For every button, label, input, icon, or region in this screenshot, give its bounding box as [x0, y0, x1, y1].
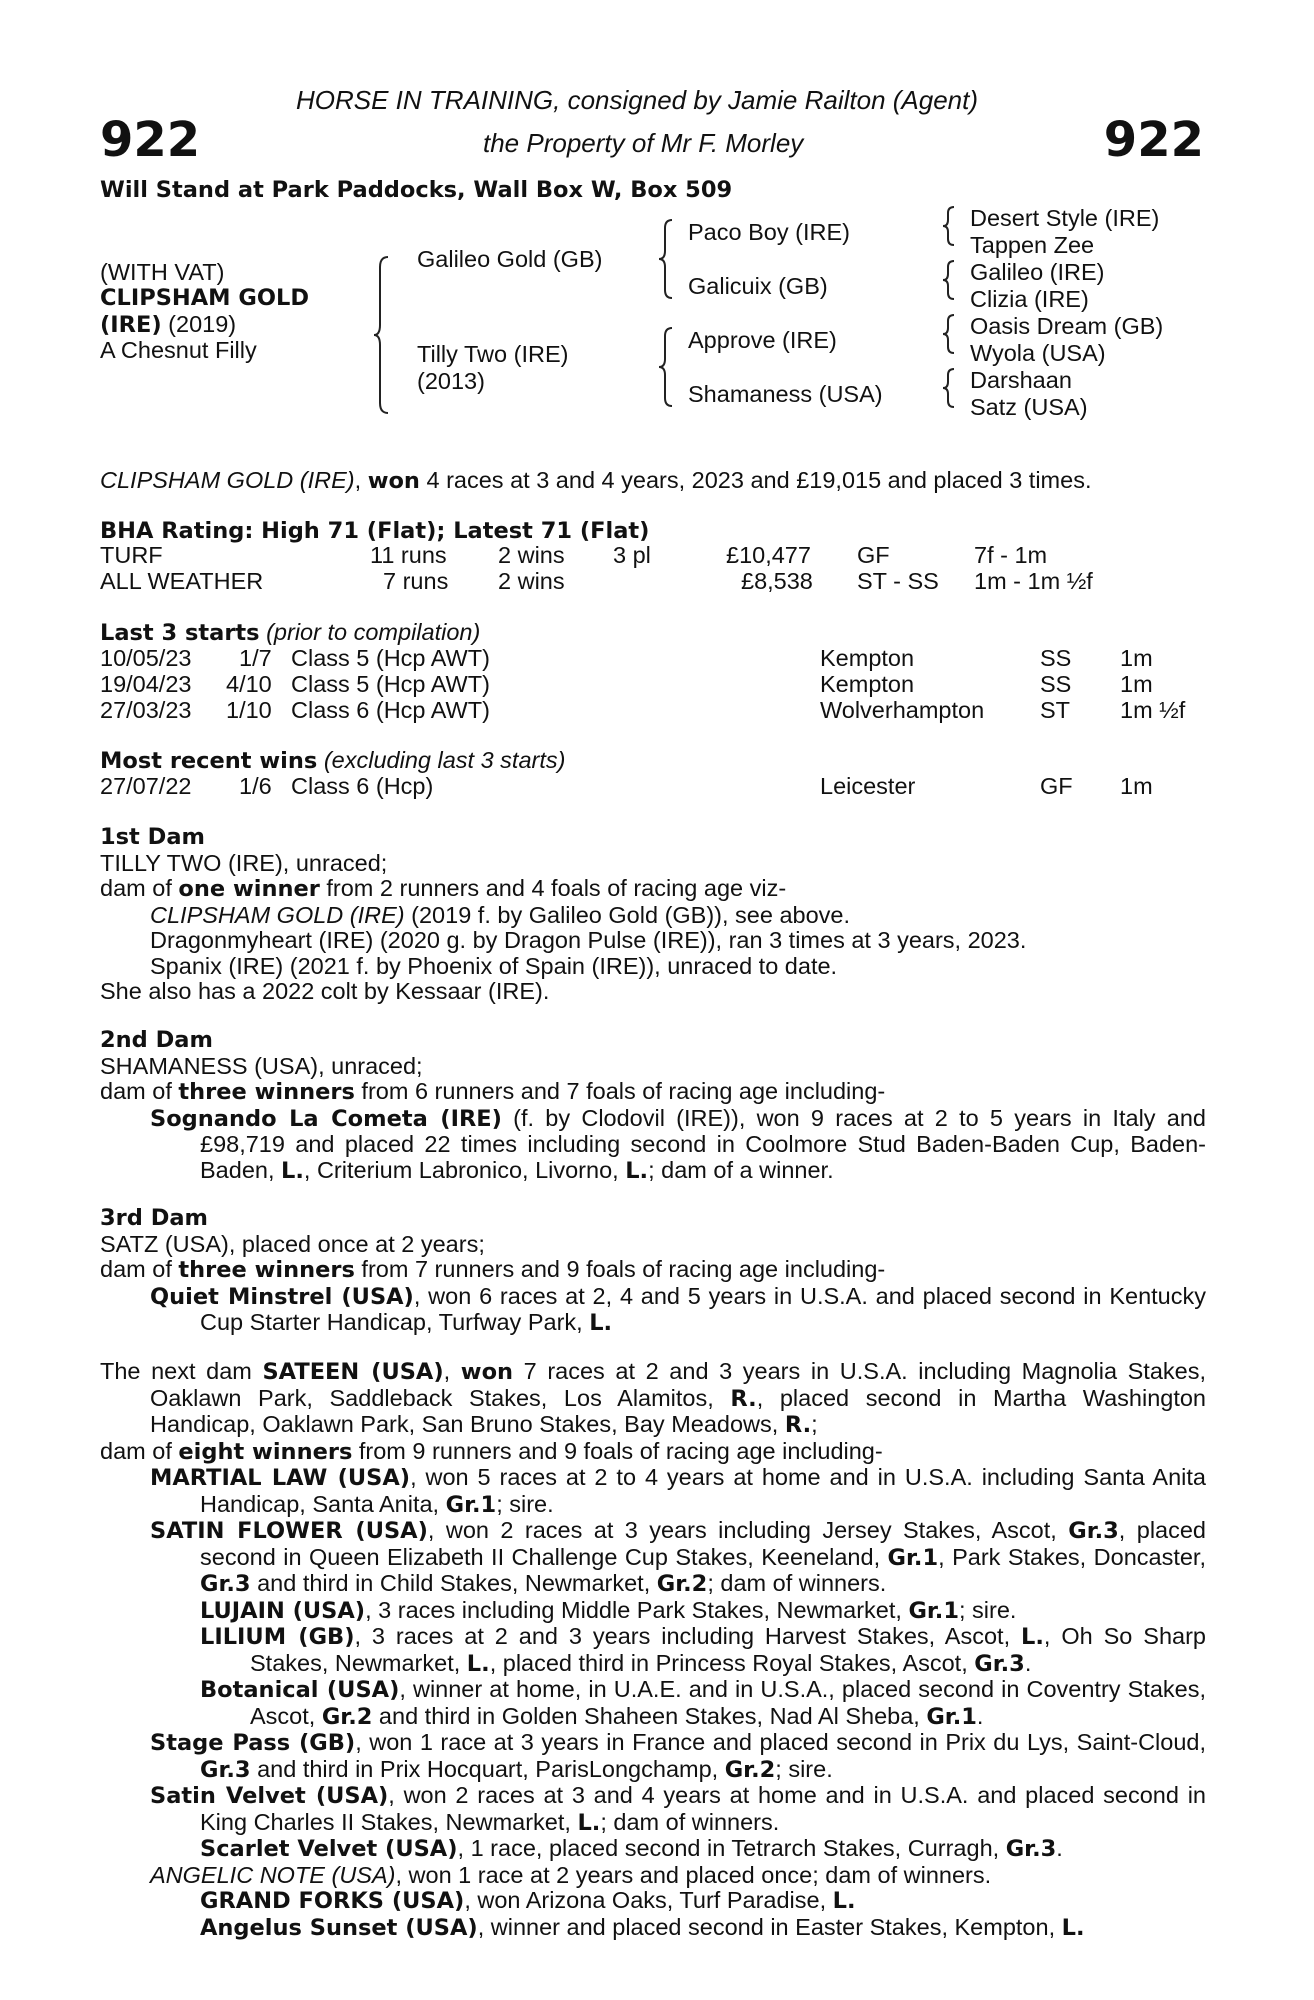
third-dam-line: SATZ (USA), placed once at 2 years; [100, 1230, 485, 1257]
text: , placed second in Martha Washington Handicap, Oaklawn Park, San Bruno Stakes, Bay Meadows, [150, 1384, 1207, 1437]
start-course: Kempton [820, 671, 915, 697]
win-course: Leicester [820, 773, 916, 799]
start-position: 1/10 [226, 697, 272, 723]
text: ; dam of winners. [707, 1570, 887, 1596]
first-dam-line: TILLY TWO (IRE), unraced; [100, 849, 388, 876]
text: . [1024, 1649, 1032, 1676]
start-date: 10/05/23 [100, 645, 192, 671]
winners-count: three winners [178, 1257, 355, 1283]
summary-rest: 4 races at 3 and 4 years, 2023 and £19,015 and placed 3 times. [419, 467, 1092, 493]
next-dam-section [100, 1359, 1206, 1941]
start-position: 1/7 [239, 645, 272, 671]
pedigree-dam-year: (2013) [417, 368, 485, 394]
bha-wins: 2 wins [498, 542, 565, 568]
race-grade: L. [625, 1157, 649, 1184]
last3-row [100, 646, 1200, 672]
foal-entry [100, 903, 1206, 929]
text: , [443, 1358, 461, 1384]
start-distance: 1m ½f [1120, 697, 1186, 723]
start-date: 27/03/23 [100, 697, 192, 723]
lot-number-left: 922 [100, 112, 201, 168]
bha-runs: 11 runs [370, 542, 447, 568]
pedigree-sire: Galileo Gold (GB) [417, 246, 603, 272]
start-race: Class 6 (Hcp AWT) [291, 697, 490, 723]
pedigree-gen3-6: Wyola (USA) [970, 340, 1106, 366]
winners-count: one winner [178, 876, 320, 902]
recent-wins-note: (excluding last 3 starts) [317, 747, 566, 773]
won-label: won [460, 1359, 514, 1385]
text: dam of [100, 1256, 179, 1282]
text: , Criterium Labronico, Livorno, [303, 1156, 626, 1183]
bha-surface: TURF [100, 542, 163, 568]
foal-name: CLIPSHAM GOLD (IRE) [150, 901, 405, 928]
last3-header [100, 620, 480, 647]
text: 7 races at 2 and 3 years in U.S.A. including Magnolia Stakes, Oaklawn Park, Saddleback Stakes, Los Alamitos, [150, 1358, 1207, 1411]
text: from 2 runners and 4 foals of racing age viz- [319, 875, 787, 901]
start-going: SS [1040, 671, 1072, 697]
produce-entry [100, 1284, 1206, 1337]
text: ; dam of winners. [600, 1808, 780, 1835]
first-dam-produce-line [100, 876, 1206, 903]
bha-going: GF [857, 542, 890, 568]
pedigree-gen3-2: Tappen Zee [970, 232, 1095, 258]
text: , placed third in Princess Royal Stakes, Ascot, [489, 1649, 975, 1676]
foal-entry: Dragonmyheart (IRE) (2020 g. by Dragon Pulse (IRE)), ran 3 times at 3 years, 2023. [150, 927, 1027, 953]
produce-name: Satin Velvet (USA) [150, 1783, 389, 1809]
text: , placed second in Queen Elizabeth II Challenge Cup Stakes, Keeneland, [200, 1517, 1207, 1570]
bha-distance: 1m - 1m ½f [974, 568, 1093, 594]
produce-entry [100, 1836, 1206, 1863]
pedigree-gen3-8: Satz (USA) [970, 394, 1088, 420]
start-distance: 1m [1120, 645, 1153, 671]
text: , 3 races at 2 and 3 years including Harvest Stakes, Ascot, [354, 1623, 1022, 1649]
start-position: 4/10 [226, 671, 272, 697]
bha-runs: 7 runs [383, 568, 449, 594]
recent-win-row [100, 774, 1200, 800]
last3-row [100, 672, 1200, 698]
winners-count: three winners [178, 1079, 355, 1105]
pedigree-gen3-4: Clizia (IRE) [970, 286, 1089, 312]
summary-won: won [367, 468, 420, 494]
recent-wins-title: Most recent wins [100, 748, 318, 774]
text: from 9 runners and 9 foals of racing age including- [352, 1437, 883, 1464]
bha-placed: 3 pl [613, 542, 651, 568]
race-grade: Gr.1 [908, 1597, 959, 1624]
text: , 1 race, placed second in Tetrarch Stakes, Curragh, [457, 1835, 1006, 1861]
start-going: SS [1040, 645, 1072, 671]
first-dam-section [100, 825, 1206, 1005]
text: ; [811, 1411, 818, 1437]
text: ; sire. [959, 1596, 1017, 1623]
text: (f. by Clodovil (IRE)), won 9 races at 2 to 5 years in Italy and £98,719 and placed 22 times including second in Coolmore Stud Baden-Baden Cup, Baden-Baden, [200, 1104, 1206, 1183]
produce-entry [100, 1518, 1206, 1598]
race-grade: L. [466, 1650, 490, 1677]
start-race: Class 5 (Hcp AWT) [291, 645, 490, 671]
recent-wins-header [100, 748, 565, 775]
produce-entry [100, 1888, 1206, 1915]
pedigree-gen3-5: Oasis Dream (GB) [970, 313, 1164, 339]
text: , Park Stakes, Doncaster, [938, 1543, 1206, 1570]
pedigree-brace-dam [656, 326, 676, 408]
produce-entry [100, 1915, 1206, 1942]
text: ; dam of a winner. [648, 1156, 834, 1183]
winners-count: eight winners [178, 1438, 353, 1465]
produce-entry [100, 1465, 1206, 1518]
win-race: Class 6 (Hcp) [291, 773, 434, 799]
pedigree-brace-g3-4 [940, 367, 958, 409]
race-grade: R. [784, 1412, 812, 1438]
win-going: GF [1040, 773, 1073, 799]
text: , won 1 race at 3 years in France and placed second in Prix du Lys, Saint-Cloud, [355, 1729, 1207, 1755]
race-grade: Gr.2 [656, 1571, 708, 1597]
produce-entry [100, 1624, 1206, 1677]
bha-rating-title: BHA Rating: High 71 (Flat); Latest 71 (Flat) [100, 518, 650, 544]
produce-name: Scarlet Velvet (USA) [200, 1836, 458, 1862]
text: . [1056, 1835, 1063, 1861]
race-grade: L. [832, 1888, 856, 1914]
pedigree-gen3-1: Desert Style (IRE) [970, 205, 1160, 231]
win-distance: 1m [1120, 773, 1153, 799]
race-grade: L. [1061, 1914, 1085, 1941]
next-dam-entry [100, 1359, 1206, 1439]
produce-entry [100, 1598, 1206, 1625]
text: , 3 races including Middle Park Stakes, Newmarket, [365, 1596, 909, 1623]
race-grade: R. [730, 1385, 757, 1412]
produce-name: Angelus Sunset (USA) [200, 1914, 478, 1941]
race-grade: Gr.1 [445, 1491, 497, 1518]
start-course: Kempton [820, 645, 915, 671]
produce-name: SATIN FLOWER (USA) [150, 1518, 428, 1544]
text: ; sire. [496, 1490, 554, 1517]
lot-number-right: 922 [1103, 112, 1204, 168]
property-line: the Property of Mr F. Morley [483, 128, 804, 158]
pedigree-gen3-7: Darshaan [970, 367, 1072, 393]
text: , Oh So Sharp Stakes, Newmarket, [250, 1623, 1206, 1676]
text: , won 2 races at 3 and 4 years at home and in U.S.A. and placed second in King Charles II Stakes, Newmarket, [200, 1782, 1206, 1835]
produce-name: Stage Pass (GB) [150, 1730, 356, 1756]
text: and third in Golden Shaheen Stakes, Nad Al Sheba, [372, 1702, 927, 1729]
text: . [976, 1702, 984, 1729]
vat-note: (WITH VAT) [100, 259, 225, 285]
race-grade: L. [589, 1310, 613, 1336]
first-dam-title: 1st Dam [100, 824, 205, 850]
last3-title: Last 3 starts [100, 620, 260, 646]
produce-name: MARTIAL LAW (USA) [150, 1465, 411, 1491]
summary-sep: , [354, 467, 368, 493]
horse-country: (IRE) [100, 312, 162, 338]
second-dam-section [100, 1028, 1206, 1184]
bha-prize: £8,538 [741, 568, 813, 594]
pedigree-brace-g3-2 [940, 259, 958, 301]
pedigree-brace-g3-3 [940, 313, 958, 355]
produce-entry [100, 1783, 1206, 1836]
text: , won Arizona Oaks, Turf Paradise, [464, 1887, 833, 1913]
second-dam-title: 2nd Dam [100, 1027, 213, 1053]
next-dam-name: SATEEN (USA) [262, 1359, 444, 1385]
last3-note: (prior to compilation) [259, 619, 481, 645]
produce-name: GRAND FORKS (USA) [200, 1888, 465, 1914]
start-course: Wolverhampton [820, 697, 985, 723]
pedigree-brace-main [372, 255, 392, 415]
horse-description: A Chesnut Filly [100, 337, 257, 363]
text: , won 1 race at 2 years and placed once; dam of winners. [395, 1861, 992, 1888]
foal-details: (2019 f. by Galileo Gold (GB)), see above. [404, 901, 851, 928]
race-grade: Gr.1 [926, 1703, 977, 1730]
produce-entry [100, 1863, 1206, 1889]
third-dam-produce-line [100, 1257, 1206, 1284]
second-dam-produce-line [100, 1079, 1206, 1106]
text: from 7 runners and 9 foals of racing age including- [354, 1256, 886, 1282]
bha-surface: ALL WEATHER [100, 568, 264, 594]
pedigree-gen2-3: Approve (IRE) [688, 327, 837, 353]
pedigree-gen2-4: Shamaness (USA) [688, 381, 883, 407]
pedigree-gen2-2: Galicuix (GB) [688, 273, 828, 299]
text: , winner at home, in U.A.E. and in U.S.A., placed second in Coventry Stakes, Ascot, [250, 1676, 1206, 1729]
bha-wins: 2 wins [498, 568, 565, 594]
third-dam-title: 3rd Dam [100, 1205, 208, 1231]
race-grade: Gr.3 [200, 1756, 251, 1783]
produce-name: Botanical (USA) [200, 1677, 400, 1703]
third-dam-section [100, 1206, 1206, 1337]
start-race: Class 5 (Hcp AWT) [291, 671, 490, 697]
bha-going: ST - SS [857, 568, 939, 594]
last3-row [100, 698, 1200, 724]
text: , won 2 races at 3 years including Jersey Stakes, Ascot, [427, 1517, 1069, 1543]
race-grade: Gr.3 [1005, 1836, 1057, 1862]
win-date: 27/07/22 [100, 773, 192, 799]
race-grade: L. [1021, 1624, 1044, 1650]
consignor-line: HORSE IN TRAINING, consigned by Jamie Railton (Agent) [296, 85, 979, 115]
text: dam of [100, 1078, 179, 1104]
text: ; sire. [775, 1755, 833, 1782]
bha-prize: £10,477 [726, 542, 811, 568]
next-dam-produce-line [100, 1439, 1206, 1466]
second-dam-line: SHAMANESS (USA), unraced; [100, 1052, 423, 1079]
produce-name: LUJAIN (USA) [200, 1597, 366, 1624]
bha-row-all-weather [100, 569, 1200, 595]
text: and third in Child Stakes, Newmarket, [250, 1570, 657, 1596]
horse-name: CLIPSHAM GOLD [100, 285, 309, 311]
horse-year: (2019) [161, 311, 237, 337]
race-grade: Gr.3 [974, 1650, 1025, 1677]
stand-location: Will Stand at Park Paddocks, Wall Box W, Box 509 [100, 177, 733, 203]
produce-entry [100, 1730, 1206, 1783]
summary-horse-name: CLIPSHAM GOLD (IRE) [100, 467, 355, 493]
bha-row-turf [100, 543, 1200, 569]
first-dam-footnote: She also has a 2022 colt by Kessaar (IRE). [100, 978, 550, 1004]
produce-name: Quiet Minstrel (USA) [150, 1283, 414, 1310]
bha-distance: 7f - 1m [974, 542, 1048, 568]
text: and third in Prix Hocquart, ParisLongchamp, [250, 1755, 725, 1782]
produce-name: ANGELIC NOTE (USA) [150, 1861, 396, 1888]
win-position: 1/6 [239, 773, 272, 799]
race-grade: L. [577, 1809, 601, 1836]
race-grade: Gr.1 [887, 1544, 939, 1571]
race-grade: Gr.3 [1068, 1518, 1119, 1544]
pedigree-brace-g3-1 [940, 205, 958, 247]
text: , won 5 races at 2 to 4 years at home and in U.S.A. including Santa Anita Handicap, Santa Anita, [200, 1464, 1206, 1517]
start-distance: 1m [1120, 671, 1153, 697]
race-grade: Gr.2 [321, 1703, 373, 1730]
horse-name-suffix [100, 312, 236, 339]
produce-entry [100, 1677, 1206, 1730]
race-summary [100, 468, 1091, 495]
text: dam of [100, 1437, 179, 1464]
race-grade: Gr.3 [200, 1571, 251, 1597]
race-grade: L. [281, 1157, 304, 1184]
produce-name: LILIUM (GB) [200, 1624, 355, 1650]
text: dam of [100, 875, 179, 901]
text: , won 6 races at 2, 4 and 5 years in U.S.A. and placed second in Kentucky Cup Starter Handicap, Turfway Park, [200, 1282, 1206, 1335]
produce-entry [100, 1106, 1206, 1185]
pedigree-gen3-3: Galileo (IRE) [970, 259, 1105, 285]
text: , winner and placed second in Easter Stakes, Kempton, [477, 1913, 1062, 1940]
pedigree-dam: Tilly Two (IRE) [417, 341, 569, 367]
start-date: 19/04/23 [100, 671, 192, 697]
text: from 6 runners and 7 foals of racing age including- [354, 1078, 886, 1104]
pedigree-gen2-1: Paco Boy (IRE) [688, 219, 850, 245]
foal-entry: Spanix (IRE) (2021 f. by Phoenix of Spain (IRE)), unraced to date. [150, 952, 838, 979]
race-grade: Gr.2 [724, 1756, 776, 1783]
start-going: ST [1040, 697, 1071, 723]
pedigree-brace-sire [656, 218, 676, 300]
produce-name: Sognando La Cometa (IRE) [150, 1105, 502, 1132]
text: The next dam [100, 1358, 263, 1384]
